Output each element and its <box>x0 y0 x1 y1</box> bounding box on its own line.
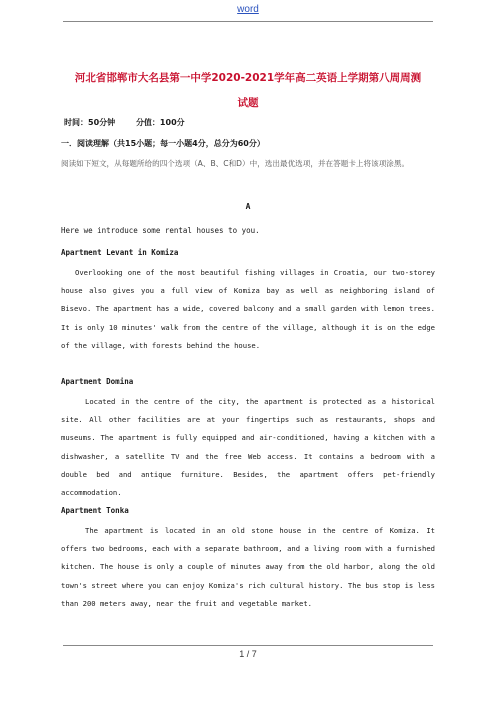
page-number: 1 / 7 <box>239 649 257 659</box>
header-divider <box>63 21 433 22</box>
apartment-text-tonka: The apartment is located in an old stone house in the centre of Komiza. It offers two bedrooms, each with a separate bathroom, and a living room with a furnished kitchen. The house is only a couple of minutes away from the old harbor, along the old town's street where you can enjoy Komiza's rich cultural history. The bus stop is less than 200 meters away, near the fruit and vegetable market. <box>61 526 435 608</box>
title-line-2: 试题 <box>237 97 259 109</box>
passage-label: A <box>245 202 251 211</box>
apartment-title-levant: Apartment Levant in Komiza <box>61 248 179 257</box>
exam-score: 分值：100分 <box>135 118 185 127</box>
apartment-text-domina: Located in the centre of the city, the apartment is protected as a historical site. All other facilities are at your fingertips such as restaurants, shops and museums. The apartment is fully equipped and air-conditioned, having a kitchen with a dishwasher, a satellite TV and the free Web access. It contains a bedroom with a double bed and antique furniture. Besides, the apartment offers pet-friendly accommodation. <box>61 397 435 498</box>
apartment-title-tonka: Apartment Tonka <box>61 506 129 515</box>
title-line-1: 河北省邯郸市大名县第一中学2020-2021学年高二英语上学期第八周周测 <box>74 72 422 84</box>
section-heading: 一．阅读理解（共15小题；每一小题4分，总分为60分） <box>61 139 265 148</box>
apartment-text-levant: Overlooking one of the most beautiful fishing villages in Croatia, our two-storey house also gives you a full view of Komiza bay as well as neighboring island of Bisevo. The apartment has a wide, covered balcony and a small garden with lemon trees. It is only 10 minutes' walk from the centre of the village, although it is on the edge of the village, with forests behind the house. <box>61 268 435 350</box>
header-word-link[interactable]: word <box>237 4 259 15</box>
section-instructions: 阅读如下短文，从每题所给的四个选项（A、B、C和D）中，选出最优选项，并在答题卡上将该项涂黑。 <box>61 159 410 168</box>
exam-time: 时间：50分钟 <box>64 118 116 127</box>
apartment-title-domina: Apartment Domina <box>61 377 134 386</box>
footer-divider <box>63 645 433 646</box>
exam-meta <box>64 117 203 128</box>
passage-intro: Here we introduce some rental houses to you. <box>61 226 260 235</box>
document-title <box>58 66 438 116</box>
